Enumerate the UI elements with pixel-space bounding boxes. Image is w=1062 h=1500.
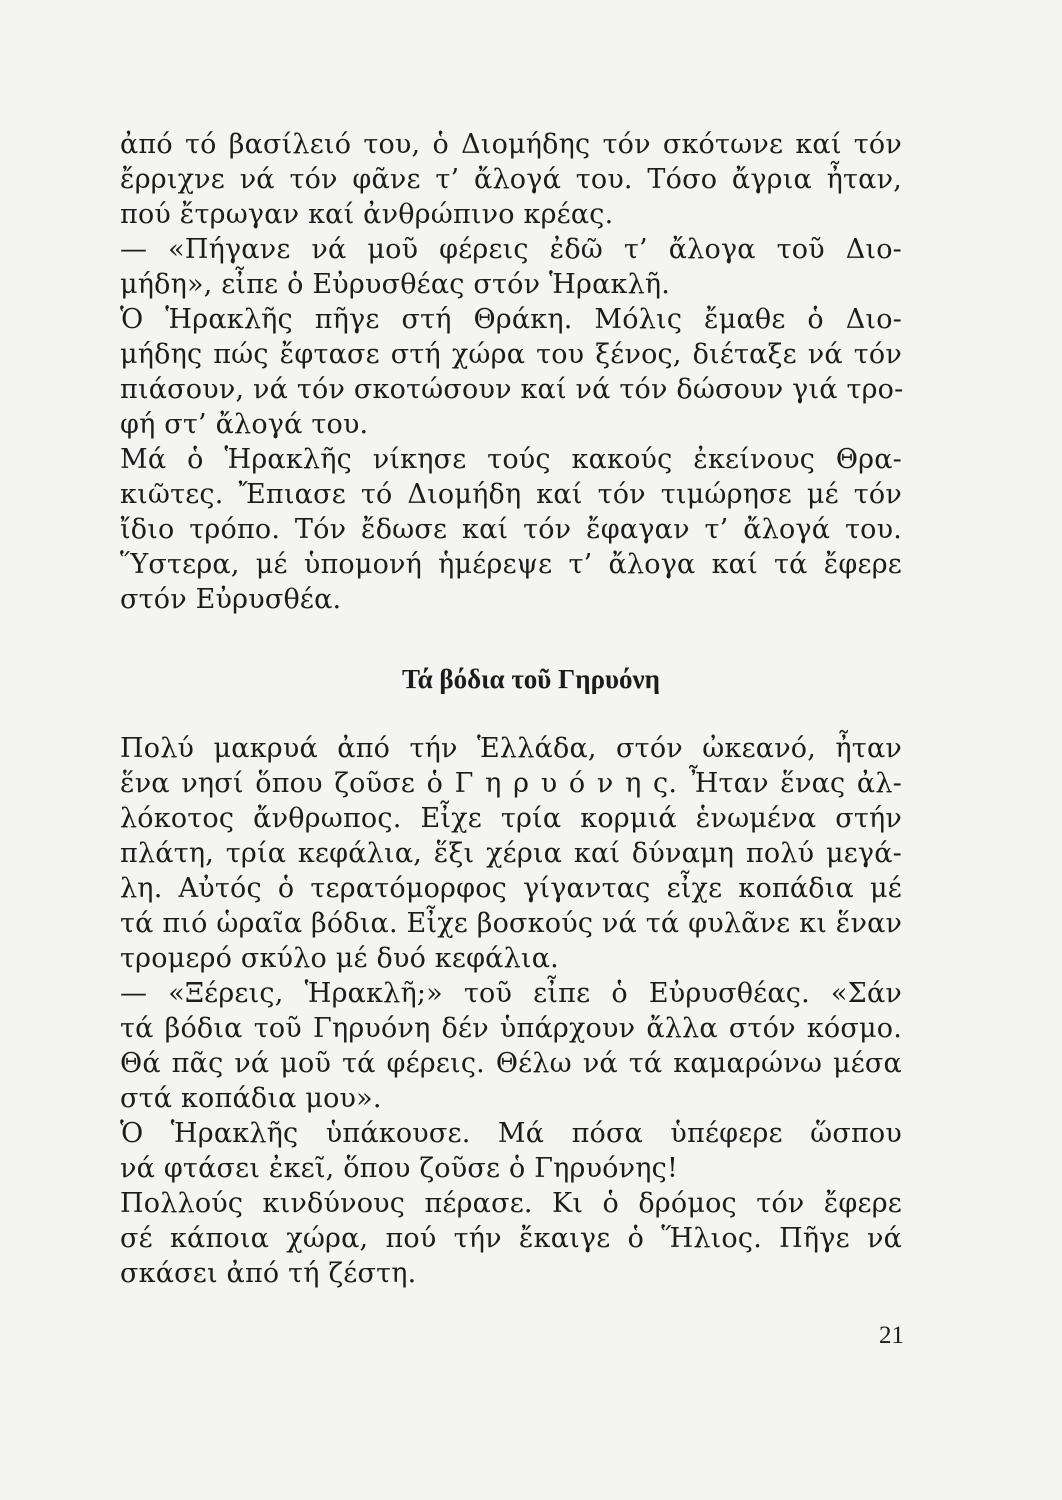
text-line: πλάτη, τρία κεφάλια, ἕξι χέρια καί δύναμη πολύ μεγά-: [120, 838, 902, 869]
text-line: Ὁ Ἡρακλῆς πῆγε στή Θράκη. Μόλις ἔμαθε ὁ Διο-: [120, 304, 902, 335]
text-line: νά φτάσει ἐκεῖ, ὅπου ζοῦσε ὁ Γηρυόνης!: [120, 1153, 679, 1184]
text-line: Πολλούς κινδύνους πέρασε. Κι ὁ δρόμος τόν ἔφερε: [120, 1188, 902, 1219]
text-line: στόν Εὐρυσθέα.: [120, 584, 342, 615]
page-number: 21: [879, 1322, 904, 1349]
text-line: σέ κάποια χώρα, πού τήν ἔκαιγε ὁ Ἥλιος. Πῆγε νά: [120, 1223, 902, 1254]
text-line: Μά ὁ Ἡρακλῆς νίκησε τούς κακούς ἐκείνους Θρα-: [120, 444, 902, 475]
text-line: στά κοπάδια μου».: [120, 1083, 382, 1114]
text-line: πού ἔτρωγαν καί ἀνθρώπινο κρέας.: [120, 199, 614, 230]
text-line: φή στ’ ἄλογά του.: [120, 409, 369, 440]
text-line: τά πιό ὡραῖα βόδια. Εἶχε βοσκούς νά τά φυλᾶνε κι ἕναν: [120, 908, 903, 939]
section-heading: Τά βόδια τοῦ Γηρυόνη: [402, 664, 660, 694]
text-line: λη. Αὐτός ὁ τερατόμορφος γίγαντας εἶχε κοπάδια μέ: [120, 873, 902, 904]
text-line: Θά πᾶς νά μοῦ τά φέρεις. Θέλω νά τά καμαρώνω μέσα: [120, 1048, 902, 1079]
text-line: λόκοτος ἄνθρωπος. Εἶχε τρία κορμιά ἑνωμένα στήν: [120, 803, 902, 834]
text-line: κιῶτες. Ἔπιασε τό Διομήδη καί τόν τιμώρησε μέ τόν: [120, 479, 902, 510]
text-line: Ὕστερα, μέ ὑπομονή ἡμέρεψε τ’ ἄλογα καί τά ἔφερε: [120, 549, 902, 580]
text-line: σκάσει ἀπό τή ζέστη.: [120, 1258, 417, 1289]
text-line: — «Ξέρεις, Ἡρακλῆ;» τοῦ εἶπε ὁ Εὐρυσθέας. «Σάν: [120, 978, 902, 1009]
text-line: μήδη», εἶπε ὁ Εὐρυσθέας στόν Ἡρακλῆ.: [120, 269, 671, 300]
text-line: πιάσουν, νά τόν σκοτώσουν καί νά τόν δώσουν γιά τρο-: [120, 374, 904, 405]
text-line: μήδης πώς ἔφτασε στή χώρα του ξένος, διέταξε νά τόν: [120, 339, 902, 370]
text-line: Ὁ Ἡρακλῆς ὑπάκουσε. Μά πόσα ὑπέφερε ὥσπου: [120, 1118, 902, 1149]
text-line: — «Πήγανε νά μοῦ φέρεις ἐδῶ τ’ ἄλογα τοῦ Διο-: [120, 234, 902, 265]
text-line: ἴδιο τρόπο. Τόν ἔδωσε καί τόν ἔφαγαν τ’ ἄλογά του.: [120, 514, 902, 545]
text-line: Πολύ μακρυά ἀπό τήν Ἑλλάδα, στόν ὠκεανό, ἦταν: [120, 733, 902, 764]
text-line: τρομερό σκύλο μέ δυό κεφάλια.: [120, 943, 559, 974]
text-line: ἕνα νησί ὅπου ζοῦσε ὁ Γ η ρ υ ό ν η ς. Ἦταν ἕνας ἀλ-: [120, 768, 902, 799]
text-line: ἔρριχνε νά τόν φᾶνε τ’ ἄλογά του. Τόσο ἄγρια ἦταν,: [120, 164, 902, 195]
text-line: ἀπό τό βασίλειό του, ὁ Διομήδης τόν σκότωνε καί τόν: [120, 129, 902, 160]
text-line: τά βόδια τοῦ Γηρυόνη δέν ὑπάρχουν ἄλλα στόν κόσμο.: [120, 1013, 902, 1044]
